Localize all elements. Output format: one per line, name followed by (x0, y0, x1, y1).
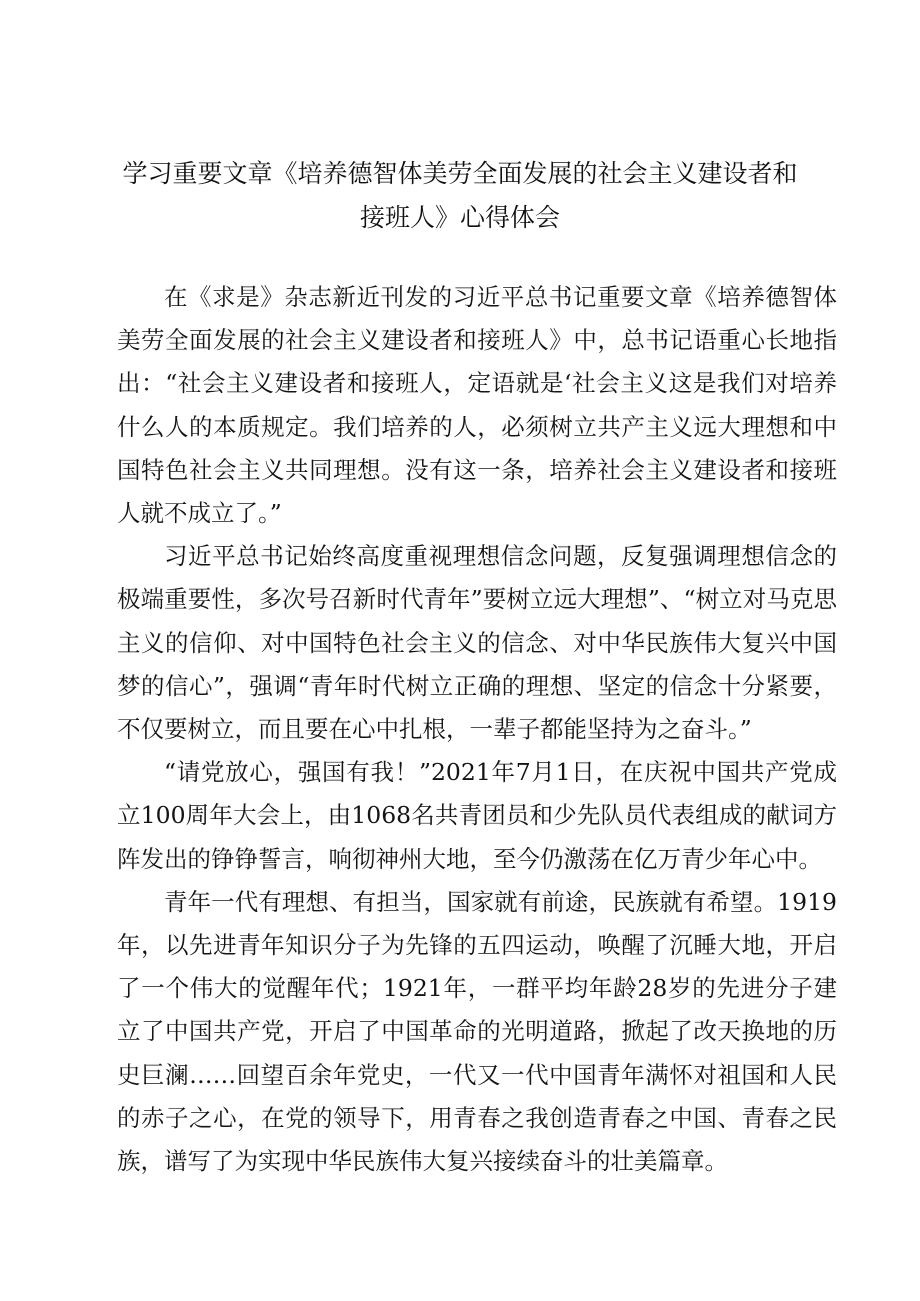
document-title: 学习重要文章《培养德智体美劳全面发展的社会主义建设者和接班人》心得体会 (122, 159, 798, 232)
paragraph-3: “请党放心，强国有我！”2021年7月1日，在庆祝中国共产党成立100周年大会上，由1068名共青团员和少先队员代表组成的献词方阵发出的铮铮誓言，响彻神州大地，至今仍激荡在亿万青少年心中。 (117, 758, 837, 873)
paragraph-2: 习近平总书记始终高度重视理想信念问题，反复强调理想信念的极端重要性，多次号召新时代青年”要树立远大理想”、“树立对马克思主义的信仰、对中国特色社会主义的信念、对中华民族伟大复兴中国梦的信心”，强调“青年时代树立正确的理想、坚定的信念十分紧要，不仅要树立，而且要在心中扎根，一辈子都能坚持为之奋斗。” (117, 542, 837, 744)
document-body (117, 276, 837, 1183)
paragraph-1: 在《求是》杂志新近刊发的习近平总书记重要文章《培养德智体美劳全面发展的社会主义建设者和接班人》中，总书记语重心长地指出：“社会主义建设者和接班人，定语就是‘社会主义这是我们对培养什么人的本质规定。我们培养的人，必须树立共产主义远大理想和中国特色社会主义共同理想。没有这一条，培养社会主义建设者和接班人就不成立了。” (117, 283, 837, 528)
paragraph-4: 青年一代有理想、有担当，国家就有前途，民族就有希望。1919年，以先进青年知识分子为先锋的五四运动，唤醒了沉睡大地，开启了一个伟大的觉醒年代；1921年，一群平均年龄28岁的先进分子建立了中国共产党，开启了中国革命的光明道路，掀起了改天换地的历史巨澜……回望百余年党史，一代又一代中国青年满怀对祖国和人民的赤子之心，在党的领导下，用青春之我创造青春之中国、青春之民族，谱写了为实现中华民族伟大复兴接续奋斗的壮美篇章。 (117, 887, 837, 1176)
